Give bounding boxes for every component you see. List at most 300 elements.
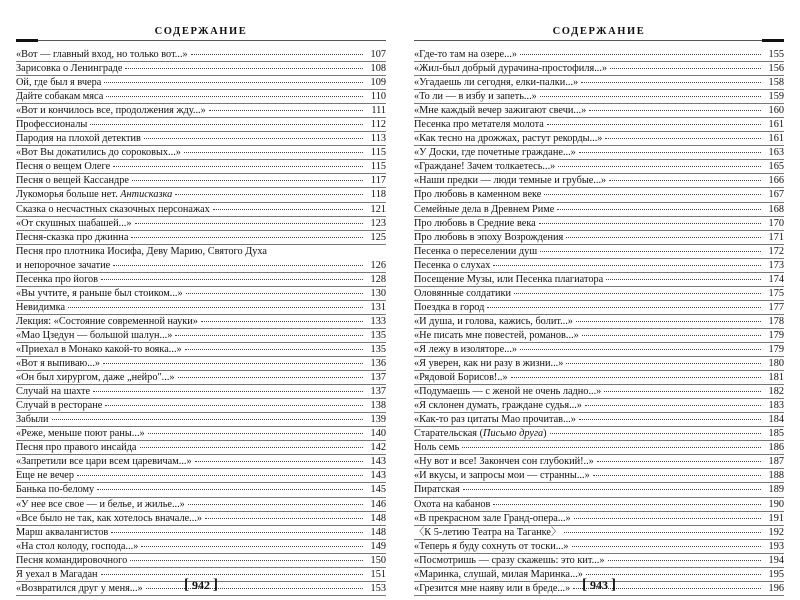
entry-title: «Как-то раз цитаты Мао прочитав...»: [414, 414, 576, 426]
toc-entry: [16, 76, 386, 90]
entry-page-number: 185: [768, 428, 784, 440]
entry-page-number: 145: [370, 484, 386, 496]
dot-leader: [209, 110, 363, 111]
dot-leader: [106, 96, 363, 97]
toc-entry: [414, 413, 784, 427]
entry-title: «Реже, меньше поют раны...»: [16, 428, 145, 440]
entry-page-number: 131: [370, 301, 386, 313]
entry-title: Песня командировочного: [16, 554, 128, 566]
toc-entry: [414, 399, 784, 413]
dot-leader: [520, 54, 761, 55]
dot-leader: [77, 475, 363, 476]
entry-page-number: 138: [370, 400, 386, 412]
toc-entry: [16, 441, 386, 455]
entry-title: Семейные дела в Древнем Риме: [414, 203, 555, 215]
entry-title: «Жил-был добрый дурачина-простофиля...»: [414, 63, 608, 75]
entry-title: «Запретили все цари всем царевичам...»: [16, 456, 192, 468]
header-rule-accent: [762, 39, 784, 42]
toc-entry: [16, 48, 386, 62]
toc-entry: [16, 399, 386, 413]
entry-page-number: 115: [370, 147, 386, 159]
toc-entry: [16, 160, 386, 174]
entry-title: «Подумаешь — с женой не очень ладно...»: [414, 386, 602, 398]
dot-leader: [557, 209, 761, 210]
dot-leader: [104, 82, 363, 83]
entry-title: Дайте собакам мяса: [16, 91, 104, 103]
entry-title: Песня о вещей Кассандре: [16, 175, 129, 187]
entry-page-number: 192: [768, 526, 784, 538]
entry-title: 〈К 5-летию Театра на Таганке〉: [414, 526, 562, 538]
toc-entry: [414, 301, 784, 315]
dot-leader: [579, 419, 761, 420]
entry-title: «Вот и кончилось все, продолжения жду...»: [16, 105, 206, 117]
entry-title: Песня про правого инсайда: [16, 442, 137, 454]
running-header: СОДЕРЖАНИЕ: [552, 26, 646, 37]
toc-entry: [414, 160, 784, 174]
entry-page-number: 163: [768, 147, 784, 159]
dot-leader: [462, 447, 761, 448]
entry-page-number: 123: [370, 217, 386, 229]
entry-title: «Наши предки — люди темные и грубые...»: [414, 175, 607, 187]
entry-page-number: 184: [768, 414, 784, 426]
toc-entry: [414, 315, 784, 329]
entry-page-number: 139: [370, 414, 386, 426]
entry-page-number: 179: [768, 329, 784, 341]
entry-title: Старательская (Письмо друга): [414, 428, 547, 440]
toc-entry: [414, 174, 784, 188]
entry-page-number: 196: [768, 582, 784, 594]
entry-page-number: 143: [370, 456, 386, 468]
entry-title: Банька по-белому: [16, 484, 95, 496]
toc-entry: [16, 498, 386, 512]
dot-leader: [582, 335, 761, 336]
entry-title: «В прекрасном зале Гранд-опера...»: [414, 512, 571, 524]
entry-page-number: 115: [370, 161, 386, 173]
toc-entry: [16, 217, 386, 231]
entry-page-number: 130: [370, 287, 386, 299]
right-page: [414, 0, 784, 600]
dot-leader: [101, 279, 363, 280]
toc-entry: [16, 554, 386, 568]
toc-entry: [16, 104, 386, 118]
toc-entry: [414, 469, 784, 483]
toc-entry: [414, 357, 784, 371]
entry-page-number: 189: [768, 484, 784, 496]
dot-leader: [550, 433, 761, 434]
entry-title: Зарисовка о Ленинграде: [16, 63, 123, 75]
entry-page-number: 167: [768, 189, 784, 201]
entry-title: Случай на шахте: [16, 386, 91, 398]
entry-page-number: 195: [768, 568, 784, 580]
entry-page-number: 143: [370, 470, 386, 482]
entry-page-number: 159: [768, 91, 784, 103]
dot-leader: [597, 461, 761, 462]
entry-page-number: 150: [370, 554, 386, 566]
toc-entry: [414, 231, 784, 245]
dot-leader: [52, 419, 363, 420]
entry-page-number: 161: [768, 119, 784, 131]
entry-page-number: 187: [768, 456, 784, 468]
entry-page-number: 140: [370, 428, 386, 440]
entry-title: Лукоморья больше нет. Антисказка: [16, 189, 173, 201]
dot-leader: [608, 560, 761, 561]
toc-entry: [16, 188, 386, 202]
dot-leader: [90, 124, 363, 125]
entry-page-number: 190: [768, 498, 784, 510]
table-of-contents: [414, 48, 784, 596]
dot-leader: [175, 194, 363, 195]
toc-entry: [414, 385, 784, 399]
entry-page-number: 170: [768, 217, 784, 229]
entry-italic-title: Письмо друга: [483, 428, 544, 440]
entry-page-number: 179: [768, 343, 784, 355]
entry-page-number: 156: [768, 63, 784, 75]
entry-page-number: 142: [370, 442, 386, 454]
entry-title: [16, 245, 386, 273]
entry-page-number: 188: [768, 470, 784, 482]
entry-title: «У Доски, где почетные граждане...»: [414, 147, 576, 159]
dot-leader: [148, 433, 363, 434]
toc-entry: [16, 540, 386, 554]
dot-leader: [539, 223, 761, 224]
entry-page-number: 182: [768, 386, 784, 398]
entry-page-number: 177: [768, 301, 784, 313]
dot-leader: [125, 68, 363, 69]
toc-entry: [414, 203, 784, 217]
dot-leader: [188, 504, 363, 505]
dot-leader: [191, 54, 363, 55]
dot-leader: [547, 124, 761, 125]
entry-page-number: 186: [768, 442, 784, 454]
dot-leader: [576, 321, 761, 322]
toc-entry: [16, 385, 386, 399]
entry-title: Про любовь в Средние века: [414, 217, 536, 229]
entry-title-line: Песня про плотника Иосифа, Деву Марию, Святого Духа: [16, 245, 267, 257]
entry-page-number: 113: [370, 133, 386, 145]
dot-leader: [175, 335, 363, 336]
entry-page-number: 137: [370, 372, 386, 384]
entry-title: «Вот Вы докатились до сороковых...»: [16, 147, 181, 159]
entry-page-number: 107: [370, 49, 386, 60]
entry-page-number: 137: [370, 386, 386, 398]
header-rule: [16, 40, 386, 41]
entry-page-number: 194: [768, 554, 784, 566]
dot-leader: [589, 110, 761, 111]
entry-page-number: 135: [370, 329, 386, 341]
toc-entry: [16, 287, 386, 301]
entry-page-number: 160: [768, 105, 784, 117]
entry-title: Охота на кабанов: [414, 498, 491, 510]
toc-entry: [414, 343, 784, 357]
entry-title: Песенка про йогов: [16, 273, 99, 285]
entry-page-number: 109: [370, 77, 386, 89]
toc-entry: [414, 90, 784, 104]
entry-page-number: 155: [768, 49, 784, 60]
entry-page-number: 117: [370, 175, 386, 187]
toc-entry: [414, 441, 784, 455]
entry-title: Сказка о несчастных сказочных персонажах: [16, 203, 210, 215]
dot-leader: [184, 152, 363, 153]
entry-title: Песня о вещем Олеге: [16, 161, 111, 173]
entry-title: «Вы учтите, я раньше был стоиком...»: [16, 287, 183, 299]
toc-entry: [16, 427, 386, 441]
entry-title: «Грезится мне наяву или в бреде...»: [414, 582, 571, 594]
entry-title: Еще не вечер: [16, 470, 75, 482]
toc-entry: [16, 62, 386, 76]
dot-leader: [131, 237, 363, 238]
toc-entry: [414, 287, 784, 301]
toc-entry: [414, 554, 784, 568]
entry-title: «То ли — в избу и запеть...»: [414, 91, 537, 103]
dot-leader: [566, 237, 761, 238]
entry-title: Пиратская: [414, 484, 460, 496]
dot-leader: [540, 96, 761, 97]
toc-entry: [16, 301, 386, 315]
entry-title: Лекция: «Состояние современной науки»: [16, 315, 198, 327]
entry-title: «На стол колоду, господа...»: [16, 540, 139, 552]
entry-page-number: 108: [370, 63, 386, 75]
dot-leader: [132, 180, 363, 181]
dot-leader: [540, 251, 761, 252]
entry-title-line: и непорочное зачатие: [16, 259, 111, 271]
entry-page-number: 111: [371, 105, 386, 117]
dot-leader: [178, 377, 363, 378]
dot-leader: [135, 223, 363, 224]
entry-page-number: 168: [768, 203, 784, 215]
dot-leader: [564, 532, 761, 533]
entry-page-number: 135: [370, 343, 386, 355]
entry-title: Про любовь в эпоху Возрождения: [414, 231, 564, 243]
toc-entry: [16, 174, 386, 188]
entry-title: «Я склонен думать, граждане судья...»: [414, 400, 582, 412]
entry-page-number: 191: [768, 512, 784, 524]
toc-entry: [16, 526, 386, 540]
toc-entry: [414, 48, 784, 62]
entry-title: «Маринка, слушай, милая Маринка...»: [414, 568, 583, 580]
toc-entry: [16, 245, 386, 273]
toc-entry: [414, 188, 784, 202]
dot-leader: [606, 279, 761, 280]
toc-entry: [414, 512, 784, 526]
entry-page-number: 173: [768, 259, 784, 271]
toc-entry: [414, 132, 784, 146]
entry-title: «Как тесно на дрожжах, растут рекорды...»: [414, 133, 603, 145]
entry-page-number: 128: [370, 273, 386, 285]
dot-leader: [140, 447, 363, 448]
entry-title: Ноль семь: [414, 442, 460, 454]
toc-entry: [414, 455, 784, 469]
dot-leader: [97, 489, 363, 490]
dot-leader: [520, 349, 761, 350]
toc-entry: [16, 231, 386, 245]
entry-title: «Мао Цзедун — большой шалун...»: [16, 329, 173, 341]
entry-page-number: 136: [370, 358, 386, 370]
entry-title: «Теперь я буду сохнуть от тоски...»: [414, 540, 569, 552]
dot-leader: [144, 138, 363, 139]
toc-entry: [16, 455, 386, 469]
table-of-contents: [16, 48, 386, 596]
dot-leader: [113, 265, 363, 266]
entry-page-number: 125: [370, 231, 386, 243]
left-page: [16, 0, 386, 600]
dot-leader: [101, 574, 363, 575]
entry-title: Я уехал в Магадан: [16, 568, 98, 580]
dot-leader: [493, 504, 761, 505]
entry-page-number: 172: [768, 245, 784, 257]
dot-leader: [493, 265, 761, 266]
entry-title: «Все было не так, как хотелось вначале...»: [16, 512, 203, 524]
dot-leader: [93, 391, 363, 392]
entry-page-number: 151: [370, 568, 386, 580]
dot-leader: [574, 518, 761, 519]
entry-title: Оловянные солдатики: [414, 287, 512, 299]
entry-page-number: 126: [370, 259, 386, 271]
entry-page-number: 118: [370, 189, 386, 201]
dot-leader: [593, 475, 761, 476]
entry-title: «Мне каждый вечер зажигают свечи...»: [414, 105, 587, 117]
dot-leader: [186, 293, 363, 294]
entry-page-number: 180: [768, 358, 784, 370]
entry-page-number: 110: [370, 91, 386, 103]
toc-entry: [16, 343, 386, 357]
dot-leader: [514, 293, 761, 294]
entry-title: «Я лежу в изоляторе...»: [414, 343, 518, 355]
entry-page-number: 175: [768, 287, 784, 299]
header-rule: [414, 40, 784, 41]
entry-title: «Возвратился друг у меня...»: [16, 582, 143, 594]
entry-title: Про любовь в каменном веке: [414, 189, 542, 201]
entry-title: «У нее все свое — и белье, и жилье...»: [16, 498, 185, 510]
toc-entry: [414, 329, 784, 343]
dot-leader: [185, 349, 363, 350]
entry-page-number: 181: [768, 372, 784, 384]
entry-page-number: 171: [768, 231, 784, 243]
toc-entry: [414, 259, 784, 273]
entry-title: Песня-сказка про джинна: [16, 231, 129, 243]
entry-title-line: [16, 259, 386, 273]
dot-leader: [205, 518, 363, 519]
toc-entry: [414, 62, 784, 76]
page-number: [ 942 ]: [184, 577, 218, 593]
toc-entry: [414, 146, 784, 160]
dot-leader: [609, 180, 761, 181]
toc-entry: [414, 217, 784, 231]
toc-entry: [414, 76, 784, 90]
entry-title: «Граждане! Зачем толкаетесь...»: [414, 161, 556, 173]
toc-entry: [414, 118, 784, 132]
entry-page-number: 149: [370, 540, 386, 552]
entry-page-number: 148: [370, 526, 386, 538]
entry-title: «И вкусы, и запросы мои — странны...»: [414, 470, 590, 482]
dot-leader: [566, 363, 761, 364]
entry-page-number: 146: [370, 498, 386, 510]
dot-leader: [604, 391, 761, 392]
dot-leader: [105, 405, 363, 406]
dot-leader: [103, 363, 363, 364]
entry-title: «Вот я выпиваю...»: [16, 358, 101, 370]
entry-title: «От скушных шабашей...»: [16, 217, 132, 229]
entry-title: Забыли: [16, 414, 49, 426]
entry-title: «Ну вот и все! Закончен сон глубокий!..»: [414, 456, 594, 468]
dot-leader: [579, 152, 761, 153]
toc-entry: [16, 90, 386, 104]
entry-title: «Я уверен, как ни разу в жизни...»: [414, 358, 564, 370]
toc-entry: [16, 469, 386, 483]
toc-entry: [414, 273, 784, 287]
dot-leader: [487, 307, 761, 308]
dot-leader: [558, 166, 761, 167]
entry-page-number: 133: [370, 315, 386, 327]
toc-entry: [414, 245, 784, 259]
toc-entry: [16, 273, 386, 287]
toc-entry: [414, 540, 784, 554]
toc-entry: [16, 118, 386, 132]
entry-title: Профессионалы: [16, 119, 88, 131]
entry-title: Марш аквалангистов: [16, 526, 109, 538]
running-header: СОДЕРЖАНИЕ: [154, 26, 248, 37]
toc-entry: [16, 357, 386, 371]
dot-leader: [201, 321, 363, 322]
dot-leader: [544, 194, 761, 195]
entry-title: «Угадаешь ли сегодня, елки-палки...»: [414, 77, 579, 89]
toc-entry: [16, 146, 386, 160]
entry-title: «Не писать мне повестей, романов...»: [414, 329, 579, 341]
dot-leader: [213, 209, 363, 210]
dot-leader: [130, 560, 363, 561]
toc-entry: [414, 371, 784, 385]
dot-leader: [610, 68, 761, 69]
entry-title: Невидимка: [16, 301, 66, 313]
entry-title: Поездка в город: [414, 301, 485, 313]
toc-entry: [16, 315, 386, 329]
entry-title: «Где-то там на озере...»: [414, 49, 517, 60]
dot-leader: [586, 574, 761, 575]
toc-entry: [16, 203, 386, 217]
dot-leader: [511, 377, 761, 378]
entry-page-number: 165: [768, 161, 784, 173]
dot-leader: [605, 138, 761, 139]
toc-entry: [414, 427, 784, 441]
entry-page-number: 193: [768, 540, 784, 552]
toc-entry: [16, 371, 386, 385]
entry-page-number: 183: [768, 400, 784, 412]
dot-leader: [463, 489, 761, 490]
dot-leader: [68, 307, 363, 308]
toc-entry: [414, 483, 784, 497]
toc-entry: [414, 526, 784, 540]
entry-title: «Посмотришь — сразу скажешь: это кит...»: [414, 554, 605, 566]
entry-title: «Вот — главный вход, но только вот...»: [16, 49, 188, 60]
dot-leader: [585, 405, 761, 406]
entry-title: Песенка о слухах: [414, 259, 491, 271]
toc-entry: [414, 498, 784, 512]
entry-page-number: 121: [370, 203, 386, 215]
entry-title: «Рядовой Борисов!..»: [414, 372, 508, 384]
entry-page-number: 166: [768, 175, 784, 187]
toc-entry: [16, 413, 386, 427]
entry-title: «Он был хирургом, даже „нейро"...»: [16, 372, 175, 384]
entry-page-number: 178: [768, 315, 784, 327]
dot-leader: [141, 546, 363, 547]
entry-page-number: 148: [370, 512, 386, 524]
dot-leader: [195, 461, 363, 462]
toc-entry: [414, 104, 784, 118]
entry-title: Посещение Музы, или Песенка плагиатора: [414, 273, 604, 285]
entry-page-number: 153: [370, 582, 386, 594]
entry-title: Пародия на плохой детектив: [16, 133, 141, 145]
entry-title: Ой, где был я вчера: [16, 77, 102, 89]
entry-title: Песенка про метателя молота: [414, 119, 544, 131]
